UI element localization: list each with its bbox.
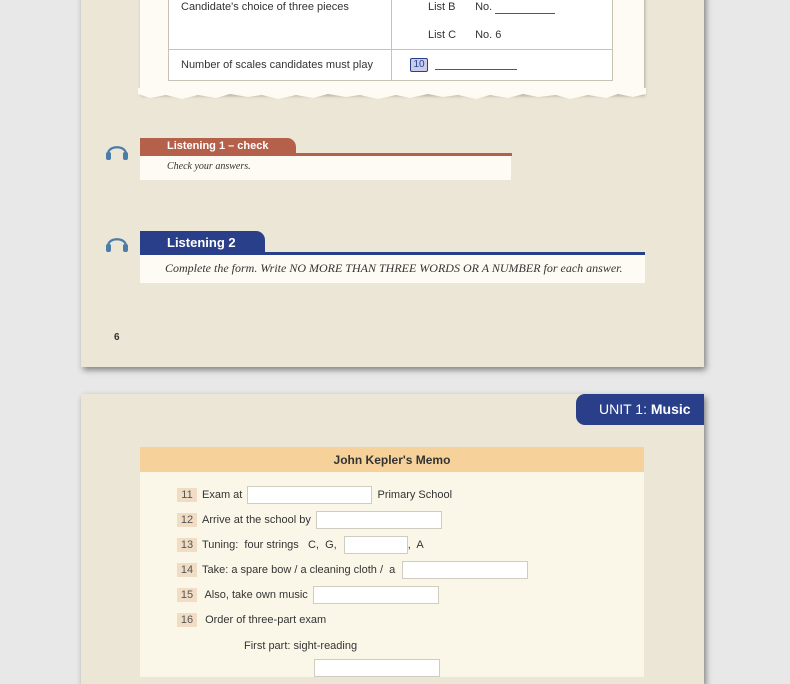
- answer-17-field[interactable]: [314, 659, 440, 677]
- list-b-answer[interactable]: [495, 1, 555, 14]
- list-b-label: List B: [428, 1, 456, 13]
- listening-2-banner: [140, 231, 265, 253]
- memo-item-12: [177, 511, 442, 529]
- choice-label-cell: [169, 0, 392, 50]
- headphones-icon: [104, 138, 130, 164]
- question-number: 15: [177, 588, 197, 602]
- scales-label-cell: [169, 50, 392, 81]
- question-number: 12: [177, 513, 197, 527]
- item-text: Exam at: [202, 489, 243, 501]
- choice-label: Candidate's choice of three pieces: [181, 1, 349, 13]
- answer-12-field[interactable]: [316, 511, 442, 529]
- question-10-number: 10: [410, 58, 428, 72]
- item-text: Arrive at the school by: [202, 514, 311, 526]
- page-number: 6: [114, 332, 120, 343]
- listening-1-instruction: Check your answers.: [167, 161, 251, 172]
- scales-answer-cell: [392, 50, 613, 81]
- memo-sub-item: First part: sight-reading: [244, 640, 358, 652]
- list-c-value: No. 6: [475, 29, 502, 41]
- question-number: 14: [177, 563, 197, 577]
- scales-label: Number of scales candidates must play: [181, 59, 373, 71]
- unit-prefix: UNIT 1:: [599, 401, 651, 417]
- list-b-value: No.: [475, 1, 496, 13]
- question-10-answer[interactable]: [435, 59, 517, 70]
- exam-details-table: [168, 0, 613, 81]
- item-text-after: , A: [407, 539, 424, 551]
- question-number: 13: [177, 538, 197, 552]
- item-text: Order of three-part exam: [205, 614, 327, 626]
- question-number: 16: [177, 613, 197, 627]
- item-text: Take: a spare bow / a cleaning cloth / a: [202, 564, 396, 576]
- unit-tab: [576, 394, 704, 425]
- answer-14-field[interactable]: [402, 561, 528, 579]
- listening-2-title: Listening 2: [167, 235, 236, 250]
- memo-item-16: [177, 611, 326, 629]
- list-c-label: List C: [428, 29, 457, 41]
- torn-edge: [138, 88, 646, 102]
- listening-1-banner: [140, 138, 296, 154]
- memo-item-13: [177, 536, 424, 554]
- answer-13-field[interactable]: [344, 536, 408, 554]
- memo-title: John Kepler's Memo: [140, 447, 644, 472]
- answer-15-field[interactable]: [313, 586, 439, 604]
- unit-subject: Music: [650, 401, 691, 417]
- memo-item-15: [177, 586, 439, 604]
- listening-2-instruction: Complete the form. Write NO MORE THAN THREE WORDS OR A NUMBER for each answer.: [165, 261, 623, 275]
- question-number: 11: [177, 488, 197, 502]
- answer-11-field[interactable]: [247, 486, 372, 504]
- item-text-after: Primary School: [377, 489, 453, 501]
- memo-item-11: [177, 486, 452, 504]
- listening-1-title: Listening 1 – check: [167, 140, 269, 152]
- item-text: Also, take own music: [204, 589, 308, 601]
- choice-values-cell: [392, 0, 613, 50]
- memo-item-14: [177, 561, 528, 579]
- headphones-icon: [104, 230, 130, 256]
- item-text: Tuning: four strings C, G,: [202, 539, 337, 551]
